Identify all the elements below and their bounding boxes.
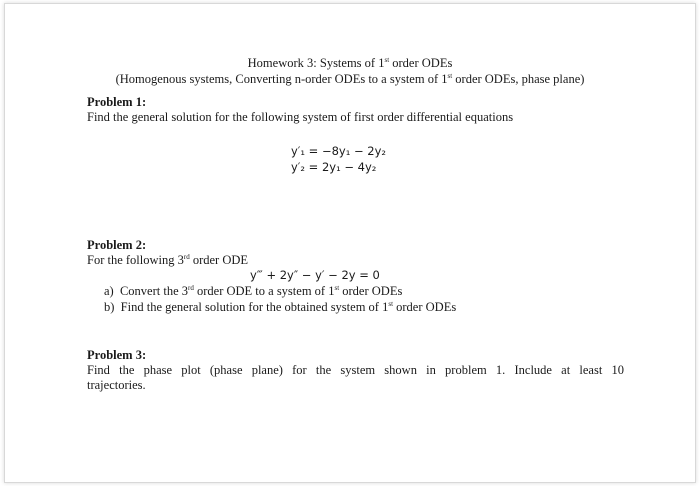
title-text: Homework 3: Systems of 1 bbox=[247, 56, 385, 70]
problem2-text-b: order ODE bbox=[189, 253, 249, 267]
problem1-text: Find the general solution for the following system of first order differential equations bbox=[87, 110, 514, 124]
item-sup: st bbox=[334, 284, 340, 292]
item-text: order ODEs bbox=[339, 284, 403, 298]
subtitle-sup: st bbox=[447, 72, 453, 80]
title-sup: st bbox=[384, 56, 390, 64]
problem2-item-a bbox=[104, 284, 402, 299]
problem1-equation-1: y′₁ = −8y₁ − 2y₂ bbox=[291, 144, 387, 158]
item-marker: b) bbox=[104, 300, 115, 314]
item-sup: rd bbox=[188, 284, 194, 292]
problem2-sup: rd bbox=[183, 253, 190, 261]
document-subtitle bbox=[0, 72, 700, 87]
title-text-end: order ODEs bbox=[389, 56, 453, 70]
problem1-heading: Problem 1: bbox=[87, 95, 147, 109]
document-title bbox=[0, 56, 700, 71]
problem1-equation-2: y′₂ = 2y₁ − 4y₂ bbox=[291, 160, 377, 174]
problem2-text-a: For the following 3 bbox=[87, 253, 184, 267]
problem3-text-line2: trajectories. bbox=[87, 378, 146, 392]
subtitle-text-end: order ODEs, phase plane) bbox=[452, 72, 585, 86]
item-text: Find the general solution for the obtained system of 1 bbox=[120, 300, 389, 314]
problem2-heading: Problem 2: bbox=[87, 238, 147, 252]
item-marker: a) bbox=[104, 284, 114, 298]
problem2-text bbox=[87, 253, 248, 268]
item-text: Convert the 3 bbox=[119, 284, 189, 298]
problem3-heading: Problem 3: bbox=[87, 348, 147, 362]
item-sup: st bbox=[388, 300, 394, 308]
subtitle-text: (Homogenous systems, Converting n-order ODEs to a system of 1 bbox=[115, 72, 448, 86]
problem3-text-line1: Find the phase plot (phase plane) for the system shown in problem 1. Include at least 10 bbox=[87, 363, 624, 377]
problem2-item-b bbox=[104, 300, 456, 315]
problem2-equation: y‴ + 2y″ − y′ − 2y = 0 bbox=[250, 268, 380, 282]
item-text: order ODE to a system of 1 bbox=[193, 284, 335, 298]
item-text: order ODEs bbox=[393, 300, 457, 314]
